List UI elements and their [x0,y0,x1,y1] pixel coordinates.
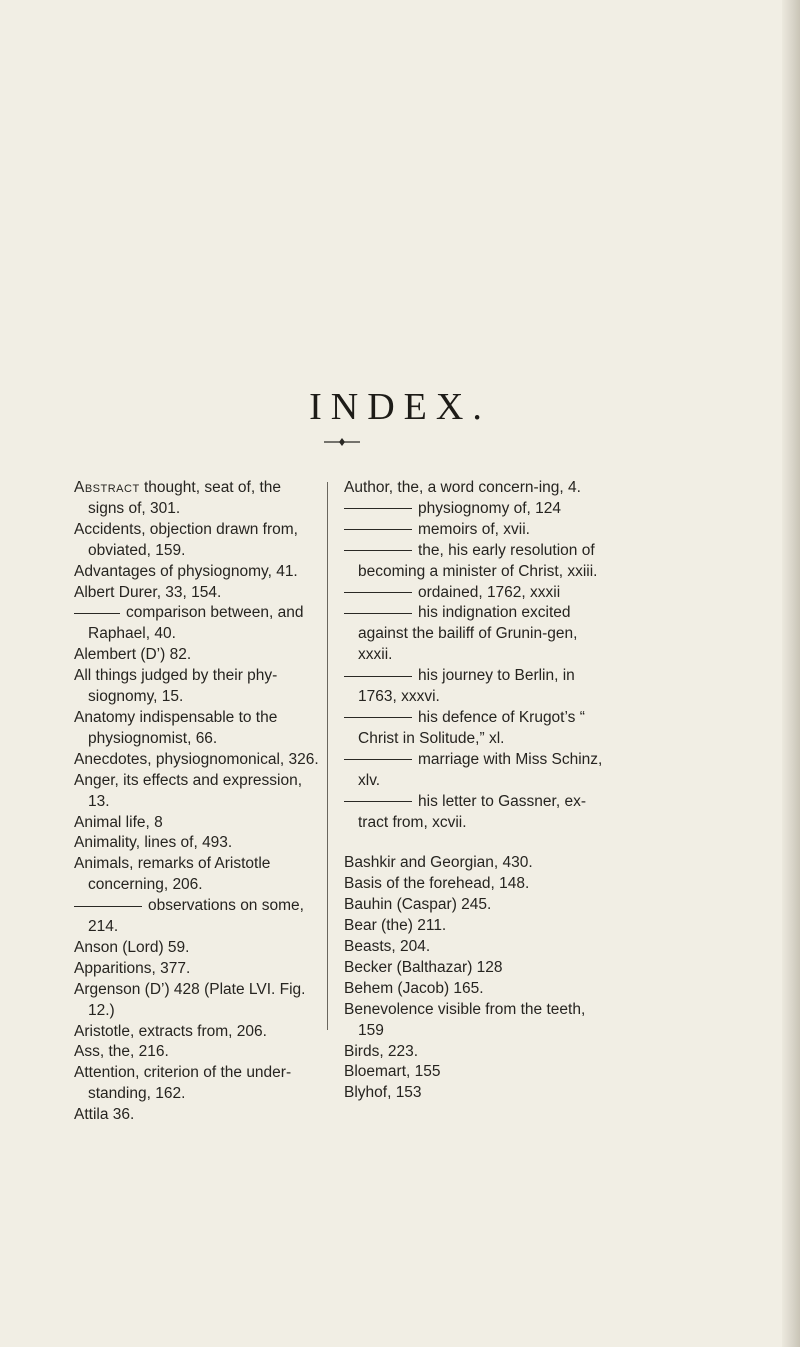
index-subentry: his letter to Gassner, ex-tract from, xcvii. [344,792,606,834]
index-column-left [74,478,319,1126]
ditto-rule [344,529,412,530]
ornament-divider [322,436,362,448]
index-entry: Bauhin (Caspar) 245. [344,896,492,914]
index-subentry: comparison between, and Raphael, 40. [74,603,319,645]
index-entry: Attila 36. [74,1106,135,1124]
page-edge [782,0,800,1347]
index-entry: Bashkir and Georgian, 430. [344,854,533,872]
index-subentry: memoirs of, xvii. [344,520,606,541]
index-entry: Basis of the forehead, 148. [344,875,530,893]
index-entry: Aristotle, extracts from, 206. [74,1022,267,1040]
index-entry: Animality, lines of, 493. [74,834,233,852]
index-subentry: his indignation excited against the bailiff of Grunin-gen, xxxii. [344,603,606,666]
ditto-rule [344,592,412,593]
index-entry: Apparitions, 377. [74,959,191,977]
index-subentry: observations on some, 214. [74,896,319,938]
page-title: INDEX. [309,386,491,428]
index-entry: Ass, the, 216. [74,1043,169,1061]
index-entry: Bear (the) 211. [344,917,447,935]
index-entry: Argenson (D’) 428 (Plate LVI. Fig. 12.) [74,980,306,1019]
index-entry: Bloemart, 155 [344,1063,441,1081]
index-entry: Attention, criterion of the under-standing, 162. [74,1064,292,1103]
index-entry: Advantages of physiognomy, 41. [74,562,298,580]
ditto-rule [74,613,120,614]
index-entry: Anson (Lord) 59. [74,938,190,956]
index-subentry: ordained, 1762, xxxii [344,583,606,604]
index-entry: Anecdotes, physiognomonical, 326. [74,750,319,768]
index-entry: Animals, remarks of Aristotle concerning, 206. [74,855,271,894]
index-entry: Becker (Balthazar) 128 [344,958,503,976]
index-entry: Accidents, objection drawn from, obviated, 159. [74,520,298,559]
ditto-rule [74,906,142,907]
entry-headword: Abstract [74,479,140,496]
ditto-rule [344,613,412,614]
index-entry: Anger, its effects and expression, 13. [74,771,303,810]
index-subentry: physiognomy of, 124 [344,499,606,520]
index-entry: All things judged by their phy-siognomy, 15. [74,667,278,706]
index-subentry: his journey to Berlin, in 1763, xxxvi. [344,666,606,708]
index-entry: Benevolence visible from the teeth, 159 [344,1000,586,1039]
column-divider [327,482,328,1030]
ditto-rule [344,550,412,551]
ditto-rule [344,759,412,760]
ditto-rule [344,676,412,677]
index-subentry: the, his early resolution of becoming a minister of Christ, xxiii. [344,541,606,583]
index-entry: Albert Durer, 33, 154. [74,583,222,601]
index-subentry: marriage with Miss Schinz, xlv. [344,750,606,792]
ditto-rule [344,801,412,802]
index-entry: Beasts, 204. [344,938,431,956]
index-subentry: his defence of Krugot’s “ Christ in Solitude,” xl. [344,708,606,750]
index-column-right [344,478,606,1104]
ditto-rule [344,717,412,718]
index-entry: Author, the, a word concern-ing, 4. [344,479,581,496]
index-entry: Animal life, 8 [74,813,163,831]
section-gap [344,833,606,853]
ditto-rule [344,508,412,509]
index-entry: Alembert (D’) 82. [74,646,192,664]
index-entry: Abstract thought, seat of, the signs of, 301. [74,479,282,517]
index-entry: Behem (Jacob) 165. [344,979,484,997]
index-entry: Anatomy indispensable to the physiognomist, 66. [74,708,278,747]
index-entry: Birds, 223. [344,1042,419,1060]
index-entry: Blyhof, 153 [344,1084,422,1102]
